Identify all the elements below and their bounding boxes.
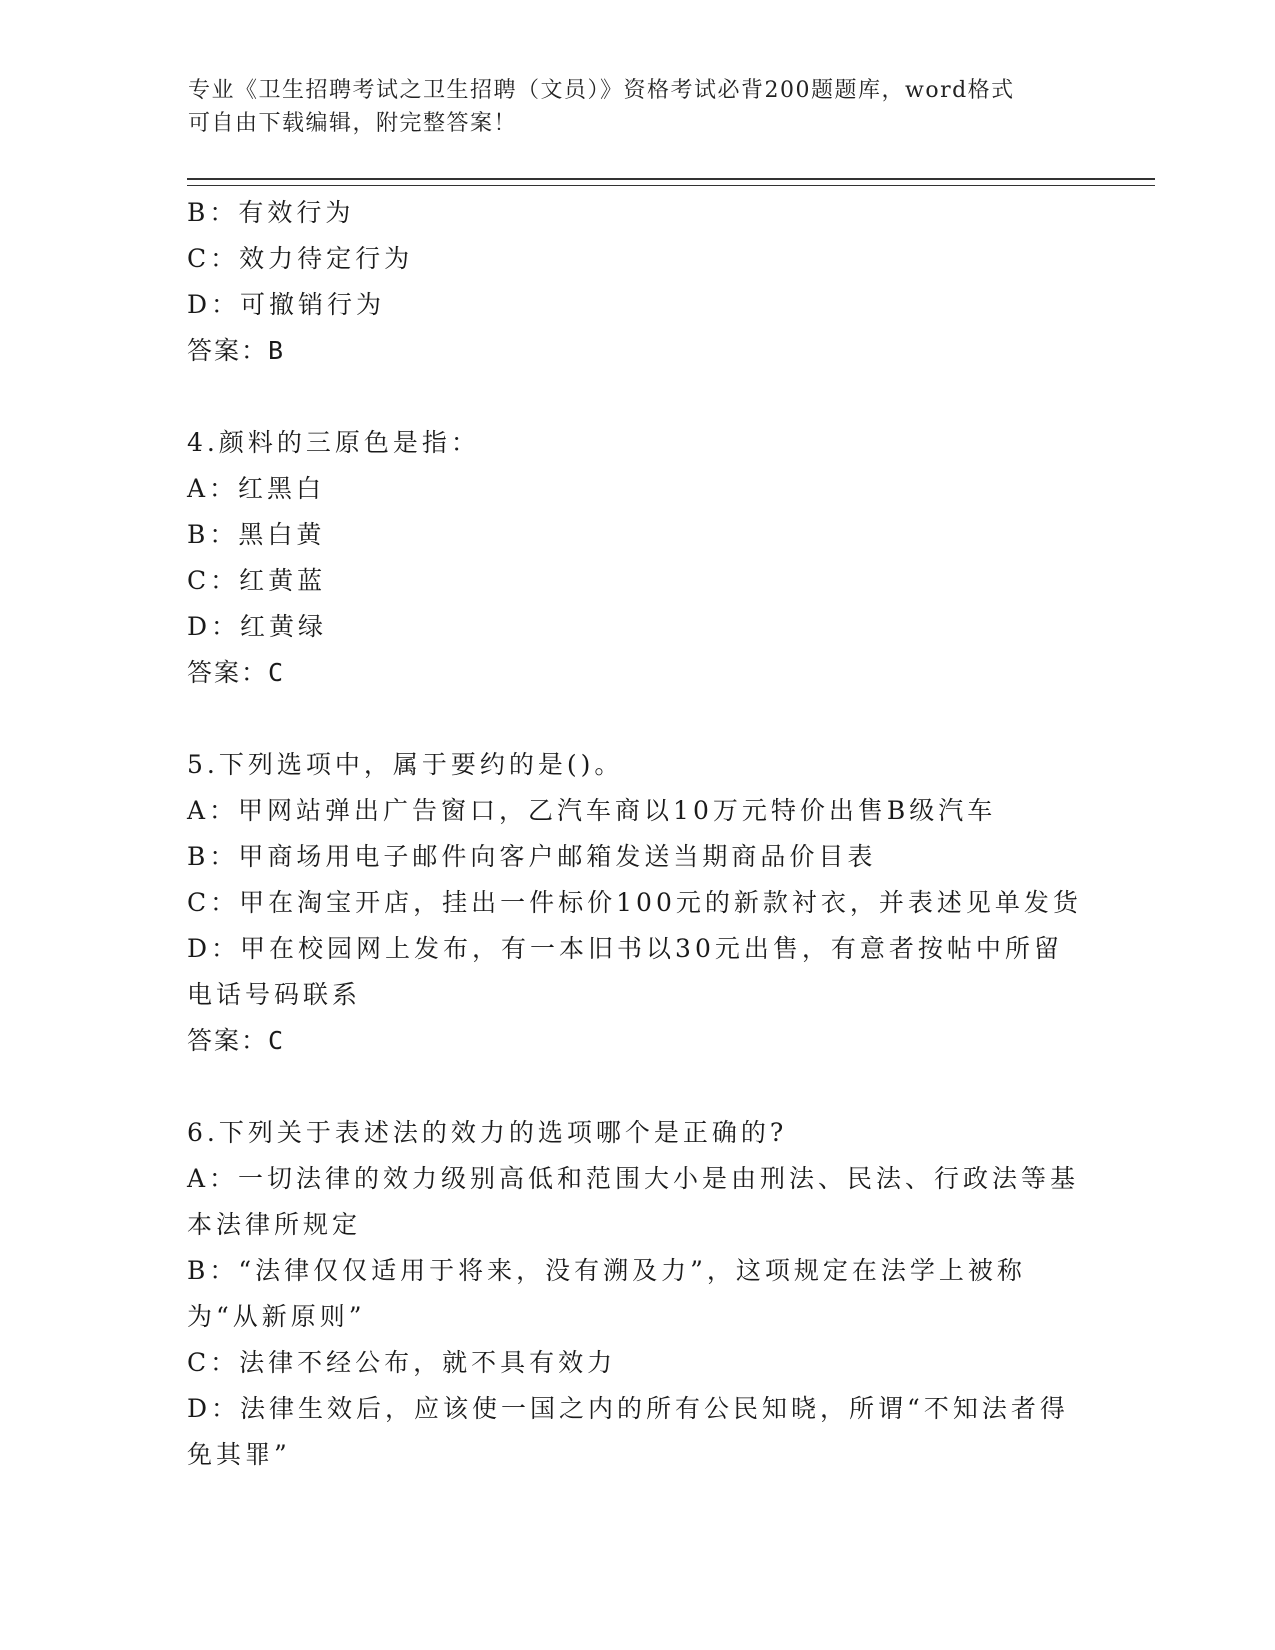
question-5 [187,742,1087,1064]
question-3-tail [187,190,1087,374]
header-title-line-2: 可自由下载编辑，附完整答案！ [188,111,518,136]
answer-value: B [268,336,286,365]
header-title-line-1: 专业《卫生招聘考试之卫生招聘（文员）》资格考试必背200题题库，word格式 [188,78,1015,103]
question-text: 5.下列选项中，属于要约的是()。 [187,750,624,779]
option-a: A：一切法律的效力级别高低和范围大小是由刑法、民法、行政法等基本法律所规定 [187,1164,1080,1239]
question-text: 4.颜料的三原色是指： [187,428,480,457]
document-header [188,74,1068,140]
option-d: D：法律生效后，应该使一国之内的所有公民知晓，所谓“不知法者得免其罪” [187,1394,1069,1469]
option-b: B：黑白黄 [187,520,326,549]
option-d: D：甲在校园网上发布，有一本旧书以30元出售，有意者按帖中所留电话号码联系 [187,934,1063,1009]
answer-value: C [268,658,286,687]
option-d: D：可撤销行为 [187,290,386,319]
option-a: A：红黑白 [187,474,326,503]
answer-line [187,328,1087,374]
question-list [187,190,1087,1478]
answer-label: 答案： [187,658,269,687]
option-c: C：法律不经公布，就不具有效力 [187,1348,617,1377]
option-b: B：“法律仅仅适用于将来，没有溯及力”，这项规定在法学上被称为“从新原则” [187,1256,1026,1331]
question-4 [187,420,1087,696]
option-b: B：甲商场用电子邮件向客户邮箱发送当期商品价目表 [187,842,877,871]
answer-line [187,1018,1087,1064]
question-6 [187,1110,1087,1478]
option-c: C：效力待定行为 [187,244,414,273]
option-b: B：有效行为 [187,198,355,227]
answer-line [187,650,1087,696]
option-a: A：甲网站弹出广告窗口，乙汽车商以10万元特价出售B级汽车 [187,796,997,825]
answer-label: 答案： [187,1026,269,1055]
answer-value: C [268,1026,286,1055]
answer-label: 答案： [187,336,269,365]
option-c: C：红黄蓝 [187,566,327,595]
option-c: C：甲在淘宝开店，挂出一件标价100元的新款衬衣，并表述见单发货 [187,888,1082,917]
header-divider [187,178,1155,186]
option-d: D：红黄绿 [187,612,328,641]
question-text: 6.下列关于表述法的效力的选项哪个是正确的? [187,1118,788,1147]
